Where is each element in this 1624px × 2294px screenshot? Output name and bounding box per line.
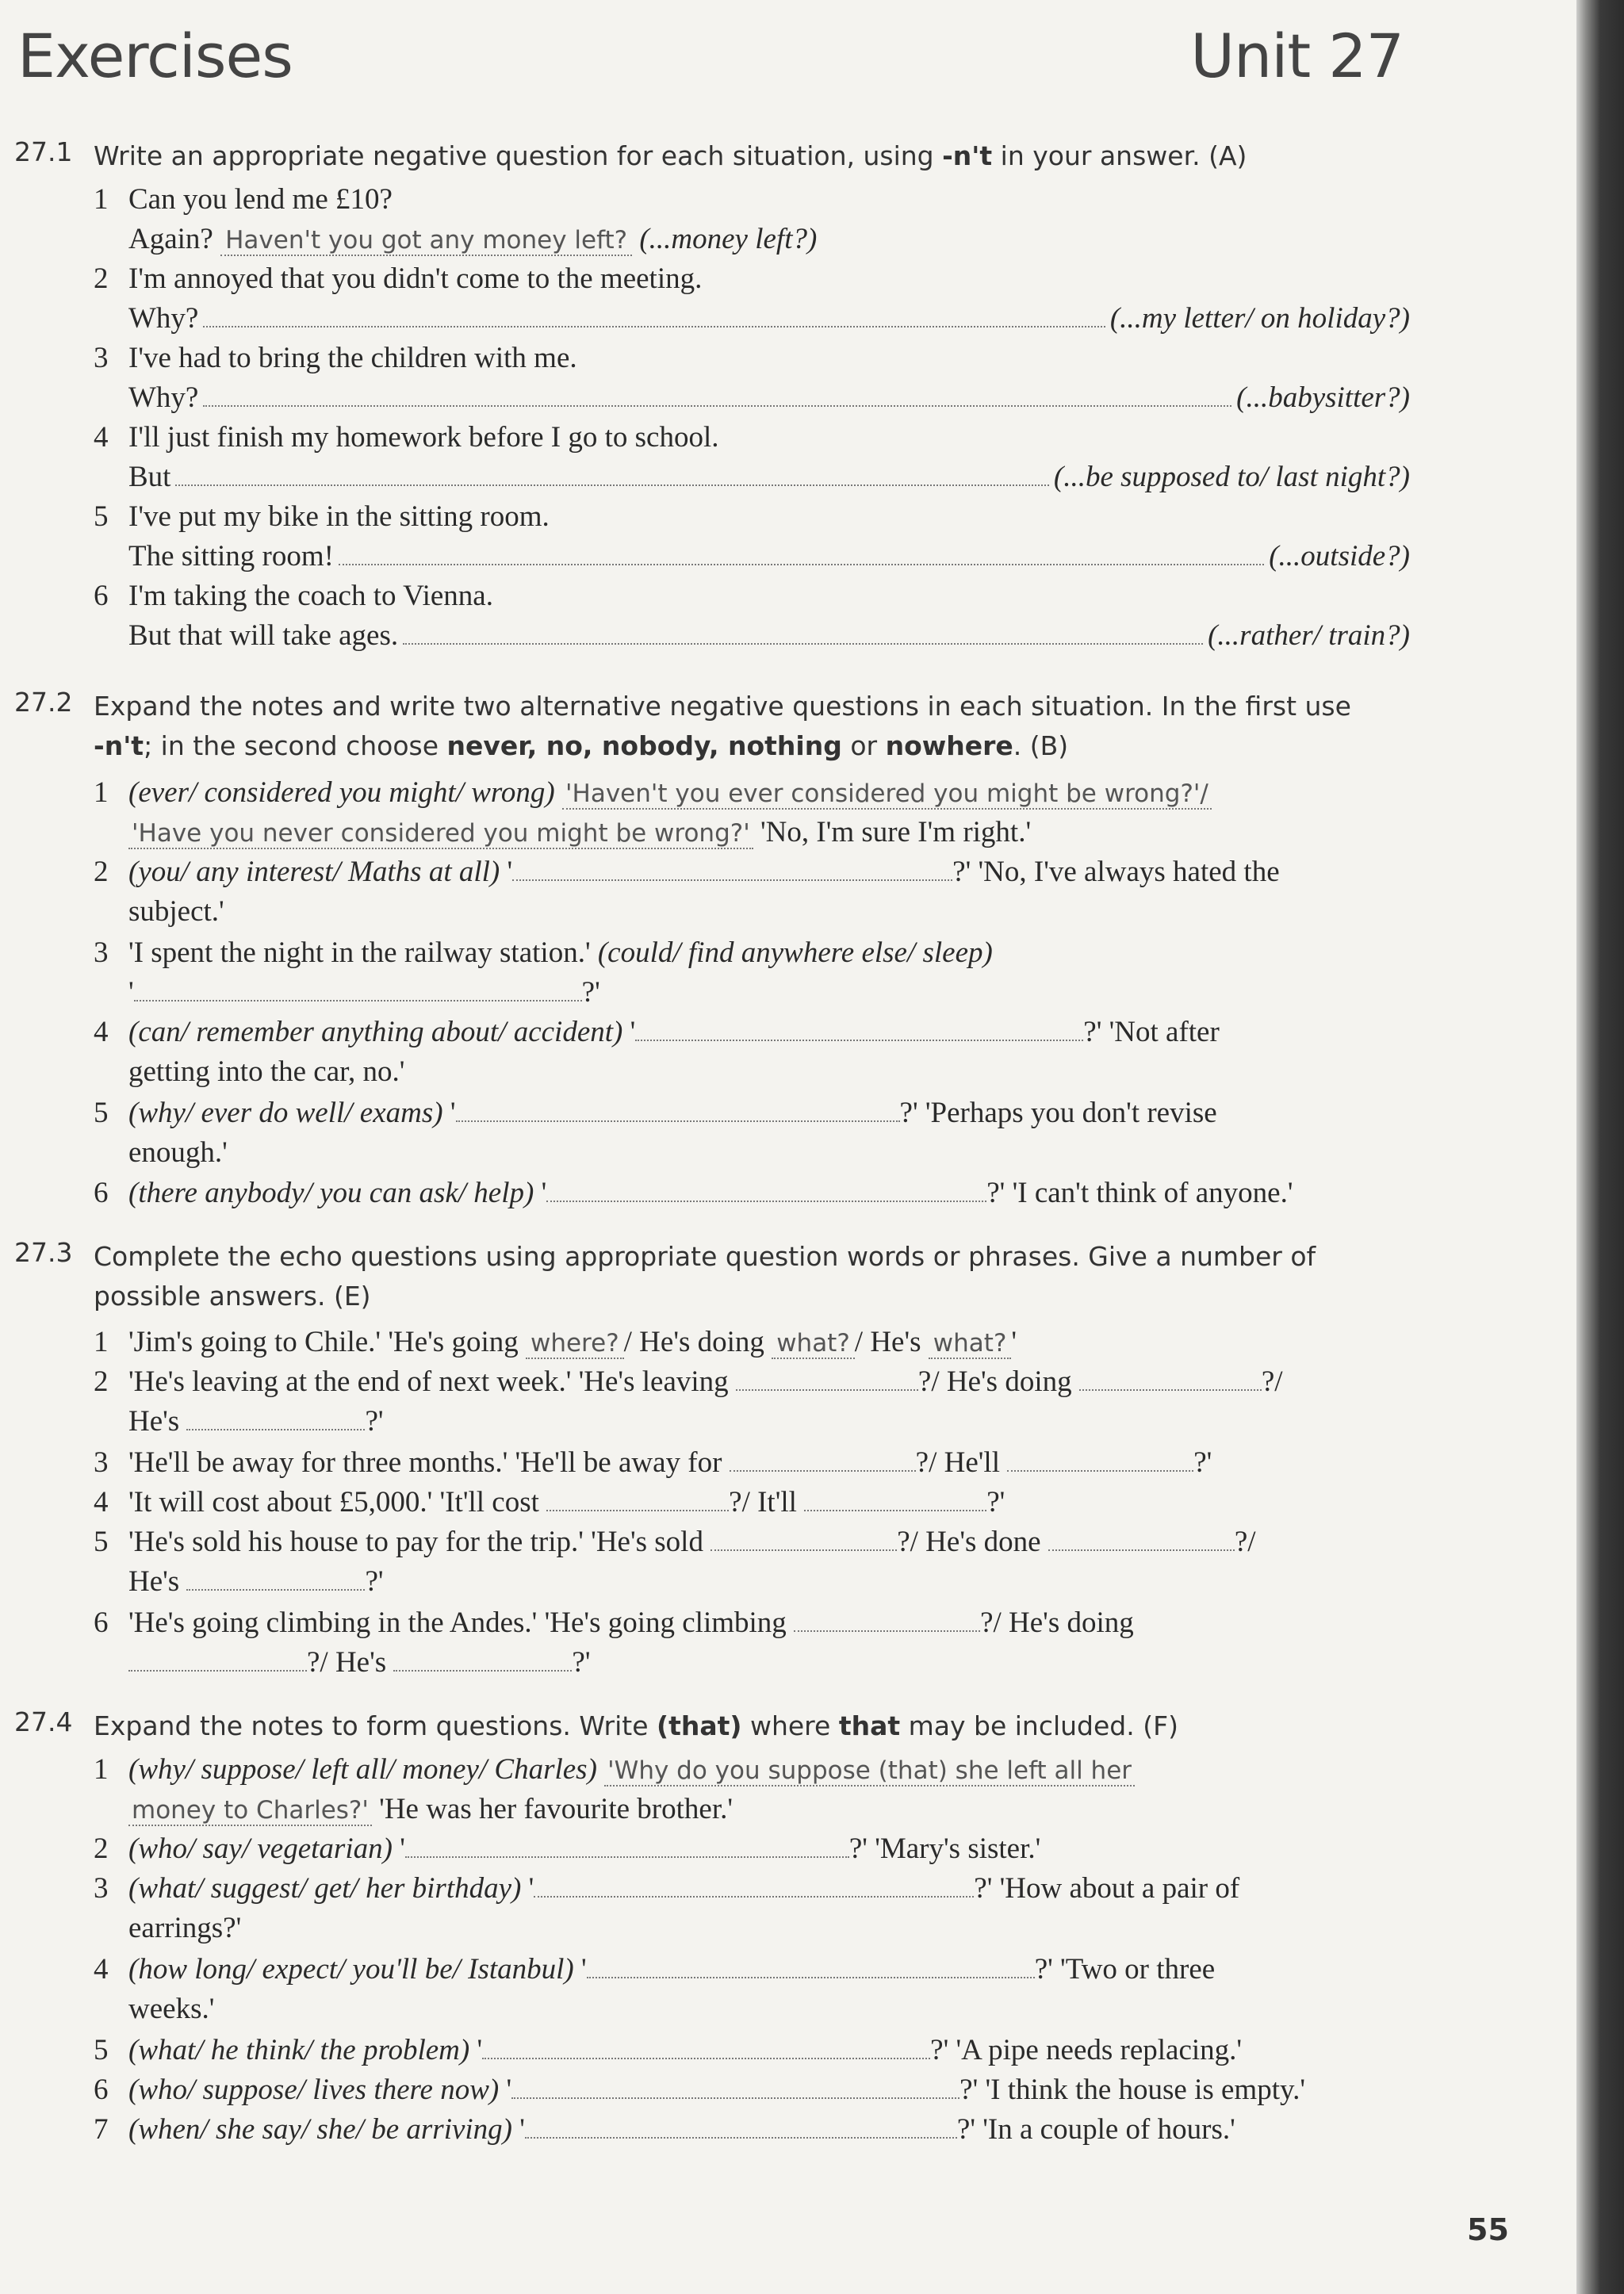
- item-line: 3 (what/ suggest/ get/ her birthday) ' ?' 'How about a pair of: [94, 1872, 1240, 1905]
- answer-line: But that will take ages. (...rather/ train?): [128, 619, 1410, 652]
- item-prompt: 3 I've had to bring the children with me.: [94, 342, 577, 374]
- item-line: ' ?': [128, 976, 600, 1009]
- book-spine-shadow: [1576, 0, 1624, 2294]
- item-line: ?/ He's ?': [128, 1643, 1410, 1683]
- answer-blank[interactable]: [393, 1646, 572, 1672]
- item-prompt: 2 I'm annoyed that you didn't come to the meeting.: [94, 262, 703, 295]
- item-line: He's ?': [128, 1405, 384, 1438]
- answer-blank[interactable]: [175, 461, 1048, 486]
- exercise-number: 27.2: [14, 687, 73, 718]
- answer-blank[interactable]: [128, 1646, 307, 1672]
- answer-blank[interactable]: [804, 1486, 986, 1511]
- answer-line: Again? Haven't you got any money left? (...money left?): [128, 223, 818, 255]
- item-line: 5 (why/ ever do well/ exams) ' ?' 'Perhaps you don't revise: [94, 1097, 1217, 1129]
- answer-line: Why? (...my letter/ on holiday?): [128, 302, 1410, 335]
- item-prompt: 1 Can you lend me £10?: [94, 183, 393, 216]
- answer-blank[interactable]: [534, 1872, 974, 1898]
- exercise-instruction: Write an appropriate negative question for each situation, using -n't in your answer. (A): [94, 140, 1247, 171]
- item-line: 5 (what/ he think/ the problem) ' ?' 'A pipe needs replacing.': [94, 2034, 1243, 2066]
- answer-line: Why? (...babysitter?): [128, 381, 1410, 414]
- exercise-number: 27.3: [14, 1237, 73, 1268]
- answer-line: But (...be supposed to/ last night?): [128, 461, 1410, 493]
- answer-blank[interactable]: [736, 1365, 918, 1391]
- answer-blank[interactable]: [512, 856, 952, 881]
- item-line: 7 (when/ she say/ she/ be arriving) ' ?' 'In a couple of hours.': [94, 2113, 1235, 2146]
- answer-blank[interactable]: [403, 619, 1203, 645]
- answer-blank[interactable]: [794, 1607, 980, 1632]
- answer-blank[interactable]: [339, 540, 1264, 565]
- answer-blank[interactable]: [203, 381, 1231, 407]
- item-line: money to Charles?' 'He was her favourite brother.': [128, 1790, 1410, 1829]
- item-line: subject.': [128, 895, 224, 928]
- handwritten-answer: money to Charles?': [128, 1796, 372, 1826]
- answer-line: The sitting room! (...outside?): [128, 540, 1410, 573]
- exercise-number: 27.1: [14, 136, 73, 167]
- answer-blank[interactable]: [546, 1486, 729, 1511]
- item-line: He's ?': [128, 1565, 384, 1598]
- item-line: 3 'I spent the night in the railway station.' (could/ find anywhere else/ sleep): [94, 936, 993, 969]
- item-prompt: 6 I'm taking the coach to Vienna.: [94, 580, 493, 612]
- item-line: 1 (why/ suppose/ left all/ money/ Charles) 'Why do you suppose (that) she left all her: [94, 1750, 1410, 1790]
- page-number: 55: [1467, 2212, 1509, 2247]
- unit-title: Unit 27: [1190, 21, 1404, 91]
- item-line: 5 'He's sold his house to pay for the trip.' 'He's sold ?/ He's done ?/: [94, 1526, 1256, 1558]
- page-title: Exercises: [17, 21, 293, 91]
- item-line: earrings?': [128, 1912, 242, 1944]
- item-line: getting into the car, no.': [128, 1055, 405, 1088]
- exercise-instruction: Expand the notes and write two alternative negative questions in each situation. In the first use -n't; in the second choose never, no, nobody, nothing or nowhere. (B): [94, 691, 1351, 761]
- answer-blank[interactable]: [186, 1565, 365, 1591]
- answer-blank[interactable]: [456, 1097, 900, 1122]
- handwritten-answer: 'Haven't you ever considered you might be wrong?'/: [562, 779, 1212, 810]
- answer-blank[interactable]: [134, 976, 582, 1001]
- answer-blank[interactable]: [482, 2034, 930, 2059]
- handwritten-answer: Haven't you got any money left?: [220, 226, 632, 256]
- item-line: 1 (ever/ considered you might/ wrong) 'Haven't you ever considered you might be wrong?'/: [94, 773, 1410, 813]
- answer-blank[interactable]: [186, 1405, 365, 1430]
- item-line: 6 (there anybody/ you can ask/ help) ' ?' 'I can't think of anyone.': [94, 1177, 1293, 1209]
- answer-blank[interactable]: [730, 1446, 916, 1472]
- answer-blank[interactable]: [1007, 1446, 1193, 1472]
- answer-blank[interactable]: [546, 1177, 986, 1202]
- answer-blank[interactable]: [203, 302, 1105, 327]
- item-line: 2 'He's leaving at the end of next week.' 'He's leaving ?/ He's doing ?/: [94, 1365, 1283, 1398]
- item-line: enough.': [128, 1136, 228, 1169]
- item-line: 'Have you never considered you might be wrong?' 'No, I'm sure I'm right.': [128, 813, 1410, 852]
- item-line: 6 'He's going climbing in the Andes.' 'He's going climbing ?/ He's doing: [94, 1607, 1134, 1639]
- answer-blank[interactable]: [1048, 1526, 1235, 1551]
- answer-blank[interactable]: [1079, 1365, 1262, 1391]
- handwritten-answer: where?: [526, 1329, 624, 1359]
- item-line: weeks.': [128, 1993, 215, 2025]
- handwritten-answer: what?: [929, 1329, 1012, 1359]
- item-line: 3 'He'll be away for three months.' 'He'll be away for ?/ He'll ?': [94, 1446, 1212, 1479]
- item-line: 4 (how long/ expect/ you'll be/ Istanbul) ' ?' 'Two or three: [94, 1953, 1216, 1986]
- answer-blank[interactable]: [525, 2113, 957, 2139]
- answer-blank[interactable]: [710, 1526, 897, 1551]
- exercise-number: 27.4: [14, 1706, 73, 1737]
- item-line: 4 (can/ remember anything about/ accident) ' ?' 'Not after: [94, 1016, 1220, 1048]
- item-line: 2 (you/ any interest/ Maths at all) ' ?' 'No, I've always hated the: [94, 856, 1280, 888]
- handwritten-answer: 'Why do you suppose (that) she left all her: [604, 1756, 1135, 1787]
- item-line: 6 (who/ suppose/ lives there now) ' ?' 'I think the house is empty.': [94, 2074, 1305, 2106]
- answer-blank[interactable]: [511, 2074, 959, 2099]
- handwritten-answer: 'Have you never considered you might be wrong?': [128, 819, 753, 849]
- handwritten-answer: what?: [772, 1329, 855, 1359]
- exercise-instruction: Expand the notes to form questions. Write (that) where that may be included. (F): [94, 1710, 1178, 1741]
- item-line: 1 'Jim's going to Chile.' 'He's going where? / He's doing what? / He's what? ': [94, 1326, 1017, 1358]
- answer-blank[interactable]: [635, 1016, 1083, 1041]
- item-line: 4 'It will cost about £5,000.' 'It'll cost ?/ It'll ?': [94, 1486, 1005, 1518]
- answer-blank[interactable]: [587, 1953, 1035, 1978]
- item-prompt: 5 I've put my bike in the sitting room.: [94, 500, 550, 533]
- item-prompt: 4 I'll just finish my homework before I go to school.: [94, 421, 719, 454]
- exercise-instruction: Complete the echo questions using appropriate question words or phrases. Give a number of possible answers. (E): [94, 1241, 1316, 1312]
- item-line: 2 (who/ say/ vegetarian) ' ?' 'Mary's sister.': [94, 1833, 1041, 1865]
- answer-blank[interactable]: [405, 1833, 849, 1858]
